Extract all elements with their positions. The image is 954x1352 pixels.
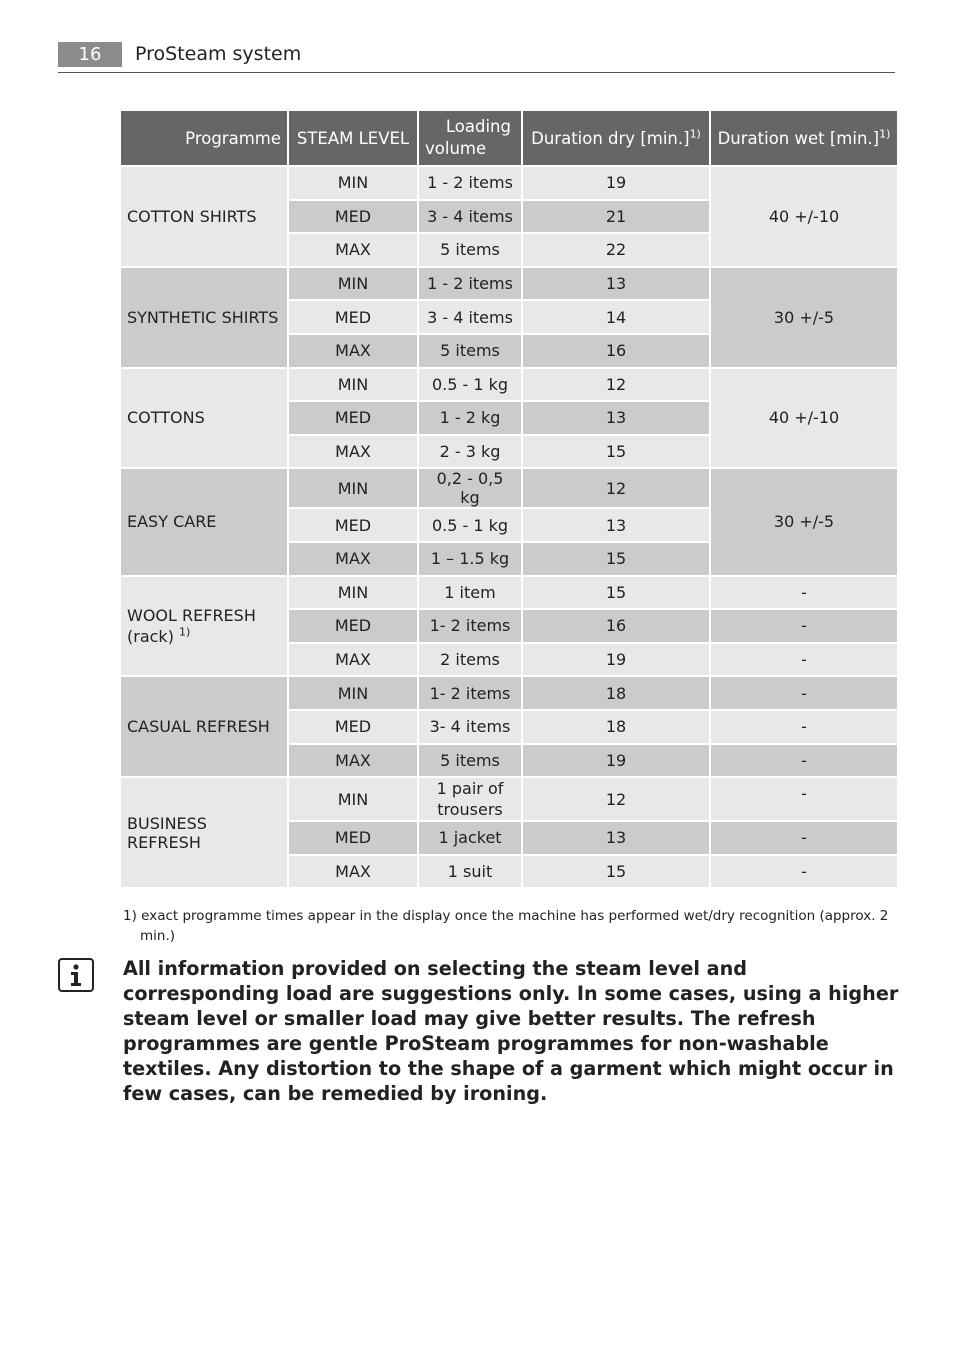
steam-level: MAX (289, 543, 417, 575)
page-number: 16 (58, 42, 122, 67)
header-loading-volume (419, 111, 521, 165)
loading-volume: 1- 2 items (419, 677, 521, 709)
section-title: ProSteam system (135, 43, 302, 65)
loading-volume: 1 – 1.5 kg (419, 543, 521, 575)
page-header (58, 40, 895, 73)
duration-dry: 12 (523, 369, 709, 401)
programme-name: EASY CARE (121, 469, 287, 574)
header-loading-line2: volume (425, 139, 487, 158)
programme-name: SYNTHETIC SHIRTS (121, 268, 287, 367)
duration-wet: - (711, 644, 897, 676)
duration-dry: 15 (523, 856, 709, 888)
footnote-ref: 1) (179, 625, 191, 639)
steam-level: MAX (289, 234, 417, 266)
header-duration-dry (523, 111, 709, 165)
programme-name-line2: (rack) (127, 626, 174, 646)
steam-level: MAX (289, 745, 417, 777)
steam-level: MIN (289, 268, 417, 300)
header-programme: Programme (121, 111, 287, 165)
steam-level: MED (289, 201, 417, 233)
programme-name: COTTONS (121, 369, 287, 468)
duration-wet: - (711, 822, 897, 854)
loading-volume: 1 - 2 kg (419, 402, 521, 434)
table-row (121, 268, 897, 300)
duration-dry: 12 (523, 778, 709, 820)
programme-name (121, 577, 287, 676)
steam-level: MED (289, 402, 417, 434)
footnote-ref: 1) (879, 127, 891, 140)
duration-wet: 40 +/-10 (711, 167, 897, 266)
header-duration-dry-label: Duration dry [min.] (531, 128, 690, 148)
loading-volume: 1 suit (419, 856, 521, 888)
duration-dry: 18 (523, 677, 709, 709)
info-icon-glyph (64, 962, 88, 988)
duration-dry: 13 (523, 268, 709, 300)
duration-wet: - (711, 778, 897, 820)
duration-wet: - (711, 577, 897, 609)
duration-dry: 21 (523, 201, 709, 233)
steam-level: MIN (289, 577, 417, 609)
steam-level: MAX (289, 856, 417, 888)
duration-dry: 16 (523, 610, 709, 642)
duration-wet: - (711, 711, 897, 743)
header-steam-level: STEAM LEVEL (289, 111, 417, 165)
duration-dry: 15 (523, 543, 709, 575)
loading-volume: 1 - 2 items (419, 268, 521, 300)
header-loading-line1: Loading (445, 117, 511, 136)
steam-level: MIN (289, 167, 417, 199)
table-row (121, 778, 897, 820)
table-row (121, 469, 897, 507)
table-row (121, 677, 897, 709)
loading-volume: 1 item (419, 577, 521, 609)
duration-wet: - (711, 677, 897, 709)
loading-volume: 2 items (419, 644, 521, 676)
loading-volume: 0.5 - 1 kg (419, 509, 521, 541)
duration-wet: 30 +/-5 (711, 268, 897, 367)
duration-dry: 19 (523, 167, 709, 199)
header-duration-wet (711, 111, 897, 165)
steam-level: MED (289, 711, 417, 743)
loading-volume: 3 - 4 items (419, 201, 521, 233)
info-note: All information provided on selecting the steam level and corresponding load are suggestions only. In some cases, using a higher steam level or smaller load may give better results. The refresh programmes are gentle ProSteam programmes for non-washable textiles. Any distortion to the shape of a garment which might occur in few cases, can be remedied by ironing. (123, 957, 899, 1105)
duration-dry: 19 (523, 644, 709, 676)
duration-dry: 13 (523, 509, 709, 541)
duration-dry: 15 (523, 577, 709, 609)
loading-volume: 3- 4 items (419, 711, 521, 743)
loading-volume: 2 - 3 kg (419, 436, 521, 468)
duration-wet: - (711, 745, 897, 777)
loading-volume-line1: 1 pair of (436, 779, 504, 799)
programme-name: COTTON SHIRTS (121, 167, 287, 266)
table-footnote (123, 906, 903, 946)
duration-wet: - (711, 610, 897, 642)
loading-volume: 1- 2 items (419, 610, 521, 642)
steam-level: MIN (289, 369, 417, 401)
duration-dry: 14 (523, 301, 709, 333)
steam-level: MED (289, 610, 417, 642)
duration-dry: 13 (523, 402, 709, 434)
footnote-ref: 1) (689, 127, 701, 140)
steam-level: MIN (289, 778, 417, 820)
steam-level: MED (289, 822, 417, 854)
programme-table (119, 109, 899, 889)
loading-volume: 1 - 2 items (419, 167, 521, 199)
footnote-text: 1) exact programme times appear in the display once the machine has performed wet/dry recognition (approx. 2 min.) (123, 908, 889, 944)
header-duration-wet-label: Duration wet [min.] (717, 128, 880, 148)
table-row (121, 369, 897, 401)
duration-dry: 12 (523, 469, 709, 507)
loading-volume: 0,2 - 0,5 kg (419, 469, 521, 507)
loading-volume-line2: trousers (437, 800, 503, 820)
loading-volume: 5 items (419, 745, 521, 777)
loading-volume: 1 jacket (419, 822, 521, 854)
duration-dry: 18 (523, 711, 709, 743)
loading-volume (419, 778, 521, 820)
steam-level: MAX (289, 335, 417, 367)
table-header-row (121, 111, 897, 165)
programme-name: BUSINESS REFRESH (121, 778, 287, 887)
duration-dry: 22 (523, 234, 709, 266)
steam-level: MIN (289, 677, 417, 709)
steam-level: MED (289, 509, 417, 541)
duration-dry: 16 (523, 335, 709, 367)
loading-volume: 5 items (419, 335, 521, 367)
duration-wet: - (711, 856, 897, 888)
table-row (121, 577, 897, 609)
programme-name-line1: WOOL REFRESH (127, 605, 256, 625)
loading-volume: 5 items (419, 234, 521, 266)
duration-wet: 30 +/-5 (711, 469, 897, 574)
steam-level: MAX (289, 436, 417, 468)
steam-level: MIN (289, 469, 417, 507)
info-icon (58, 958, 94, 992)
loading-volume: 0.5 - 1 kg (419, 369, 521, 401)
table-row (121, 167, 897, 199)
duration-dry: 15 (523, 436, 709, 468)
steam-level: MED (289, 301, 417, 333)
programme-name: CASUAL REFRESH (121, 677, 287, 776)
duration-dry: 13 (523, 822, 709, 854)
duration-dry: 19 (523, 745, 709, 777)
loading-volume: 3 - 4 items (419, 301, 521, 333)
duration-wet: 40 +/-10 (711, 369, 897, 468)
steam-level: MAX (289, 644, 417, 676)
